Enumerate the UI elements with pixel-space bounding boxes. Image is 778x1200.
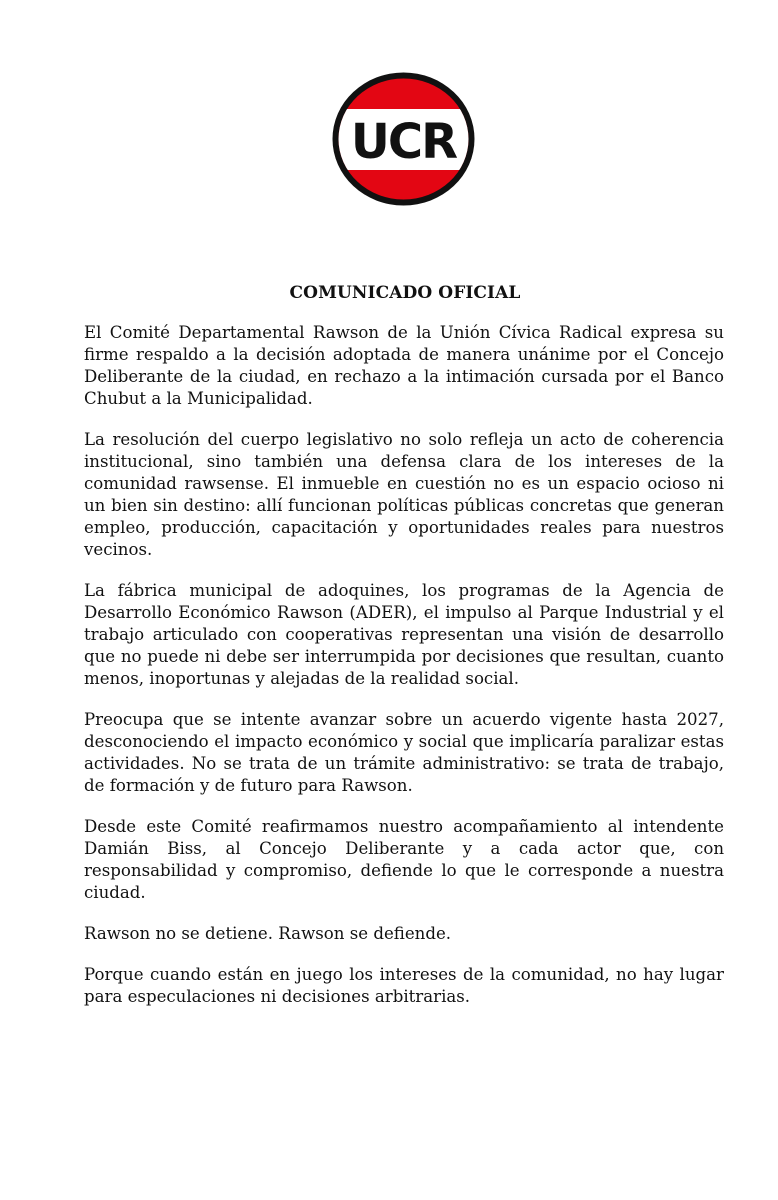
paragraph: Porque cuando están en juego los intereses de la comunidad, no hay lugar para especulaciones ni decisiones arbitrarias. [84, 965, 724, 1006]
paragraph: El Comité Departamental Rawson de la Unión Cívica Radical expresa su firme respaldo a la decisión adoptada de manera unánime por el Concejo Deliberante de la ciudad, en rechazo a la intimación cursada por el Banco Chubut a la Municipalidad. [84, 323, 724, 408]
paragraph: La resolución del cuerpo legislativo no solo refleja un acto de coherencia institucional, sino también una defensa clara de los intereses de la comunidad rawsense. El inmueble en cuestión no es un espacio ocioso ni un bien sin destino: allí funcionan políticas públicas concretas que generan empleo, producción, capacitación y oportunidades reales para nuestros vecinos. [84, 430, 724, 559]
paragraph: Preocupa que se intente avanzar sobre un acuerdo vigente hasta 2027, desconociendo el impacto económico y social que implicaría paralizar estas actividades. No se trata de un trámite administrativo: se trata de trabajo, de formación y de futuro para Rawson. [84, 710, 724, 795]
paragraph: Desde este Comité reafirmamos nuestro acompañamiento al intendente Damián Biss, al Concejo Deliberante y a cada actor que, con responsabilidad y compromiso, defiende lo que le corresponde a nuestra ciudad. [84, 817, 724, 902]
paragraph: La fábrica municipal de adoquines, los programas de la Agencia de Desarrollo Económico Rawson (ADER), el impulso al Parque Industrial y el trabajo articulado con cooperativas representan una visión de desarrollo que no puede ni debe ser interrumpida por decisiones que resultan, cuanto menos, inoportunas y alejadas de la realidad social. [84, 581, 724, 688]
document-title: COMUNICADO OFICIAL [289, 283, 521, 303]
document-body [84, 322, 724, 1027]
ucr-logo [331, 71, 476, 207]
logo-text: UCR [350, 114, 457, 170]
paragraph: Rawson no se detiene. Rawson se defiende. [84, 924, 452, 943]
